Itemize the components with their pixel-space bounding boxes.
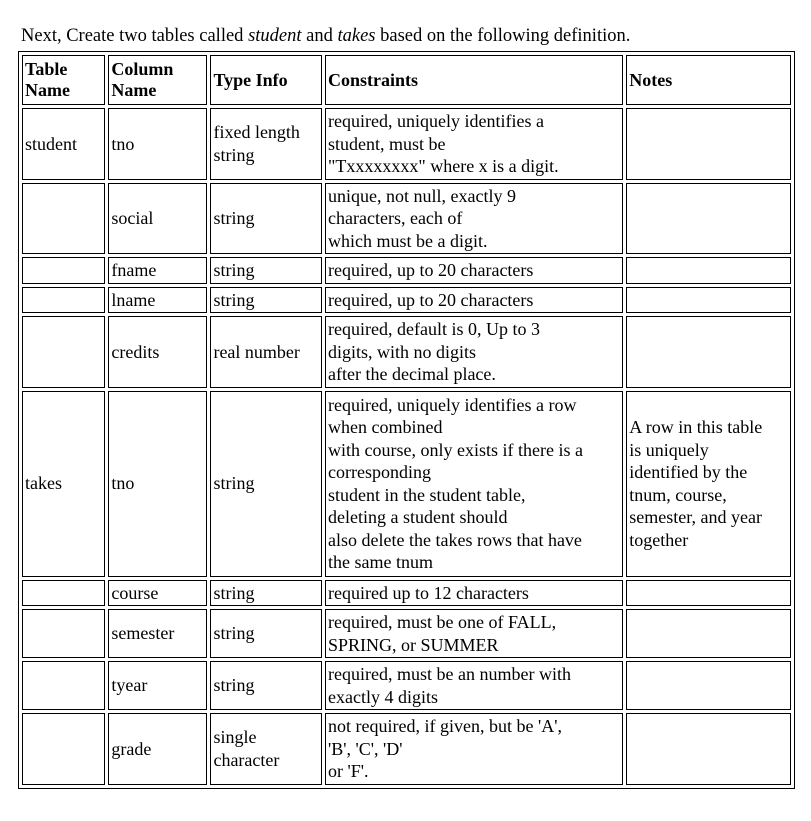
table-row xyxy=(22,661,791,710)
cell-table xyxy=(22,661,105,710)
cell-type: string xyxy=(210,183,322,255)
cell-type: string xyxy=(210,580,322,607)
cell-type: string xyxy=(210,257,322,284)
header-constraints: Constraints xyxy=(325,55,623,105)
cell-constraints: required, default is 0, Up to 3 digits, with no digits after the decimal place. xyxy=(325,316,623,388)
cell-type: fixed length string xyxy=(210,108,322,180)
intro-table-student: student xyxy=(248,25,302,46)
header-type-info: Type Info xyxy=(210,55,322,105)
intro-before: Next, Create two tables called xyxy=(21,25,249,46)
header-table-name: Table Name xyxy=(22,55,105,105)
cell-column: semester xyxy=(108,609,207,658)
cell-notes xyxy=(626,108,791,180)
table-row xyxy=(22,257,791,284)
cell-constraints: unique, not null, exactly 9 characters, each of which must be a digit. xyxy=(325,183,623,255)
cell-notes xyxy=(626,580,791,607)
header-column-name: Column Name xyxy=(108,55,207,105)
cell-constraints: required, uniquely identifies a student, must be "Txxxxxxxx" where x is a digit. xyxy=(325,108,623,180)
table-row xyxy=(22,609,791,658)
cell-column: credits xyxy=(108,316,207,388)
cell-constraints: required, must be an number with exactly 4 digits xyxy=(325,661,623,710)
cell-type: string xyxy=(210,287,322,314)
definition-table xyxy=(18,51,795,789)
cell-column: tyear xyxy=(108,661,207,710)
cell-notes xyxy=(626,257,791,284)
cell-type: string xyxy=(210,391,322,577)
table-row xyxy=(22,713,791,785)
table-row xyxy=(22,580,791,607)
cell-column: lname xyxy=(108,287,207,314)
cell-column: social xyxy=(108,183,207,255)
cell-column: tno xyxy=(108,108,207,180)
cell-notes xyxy=(626,316,791,388)
cell-constraints: not required, if given, but be 'A', 'B', 'C', 'D' or 'F'. xyxy=(325,713,623,785)
cell-table: takes xyxy=(22,391,105,577)
cell-constraints: required up to 12 characters xyxy=(325,580,623,607)
cell-column: tno xyxy=(108,391,207,577)
cell-column: course xyxy=(108,580,207,607)
cell-column: fname xyxy=(108,257,207,284)
cell-constraints: required, must be one of FALL, SPRING, or SUMMER xyxy=(325,609,623,658)
table-row xyxy=(22,287,791,314)
table-row xyxy=(22,316,791,388)
cell-notes xyxy=(626,609,791,658)
cell-type: string xyxy=(210,609,322,658)
cell-column: grade xyxy=(108,713,207,785)
cell-notes xyxy=(626,713,791,785)
cell-table: student xyxy=(22,108,105,180)
cell-type: single character xyxy=(210,713,322,785)
table-row xyxy=(22,183,791,255)
cell-type: real number xyxy=(210,316,322,388)
cell-notes xyxy=(626,183,791,255)
cell-table xyxy=(22,257,105,284)
cell-table xyxy=(22,287,105,314)
cell-table xyxy=(22,609,105,658)
cell-table xyxy=(22,183,105,255)
header-notes: Notes xyxy=(626,55,791,105)
table-row xyxy=(22,108,791,180)
cell-table xyxy=(22,316,105,388)
cell-constraints: required, up to 20 characters xyxy=(325,257,623,284)
table-row xyxy=(22,391,791,577)
cell-table xyxy=(22,580,105,607)
intro-after: based on the following definition. xyxy=(375,25,631,46)
intro-text xyxy=(21,23,630,49)
cell-notes xyxy=(626,287,791,314)
intro-table-takes: takes xyxy=(337,25,376,46)
cell-notes: A row in this table is uniquely identified by the tnum, course, semester, and year together xyxy=(626,391,791,577)
cell-type: string xyxy=(210,661,322,710)
cell-constraints: required, up to 20 characters xyxy=(325,287,623,314)
header-row xyxy=(22,55,791,105)
cell-table xyxy=(22,713,105,785)
cell-notes xyxy=(626,661,791,710)
intro-middle: and xyxy=(301,25,338,46)
cell-constraints: required, uniquely identifies a row when combined with course, only exists if there is a corresponding student in the student table, deleting a student should also delete the takes rows that have the same tnum xyxy=(325,391,623,577)
